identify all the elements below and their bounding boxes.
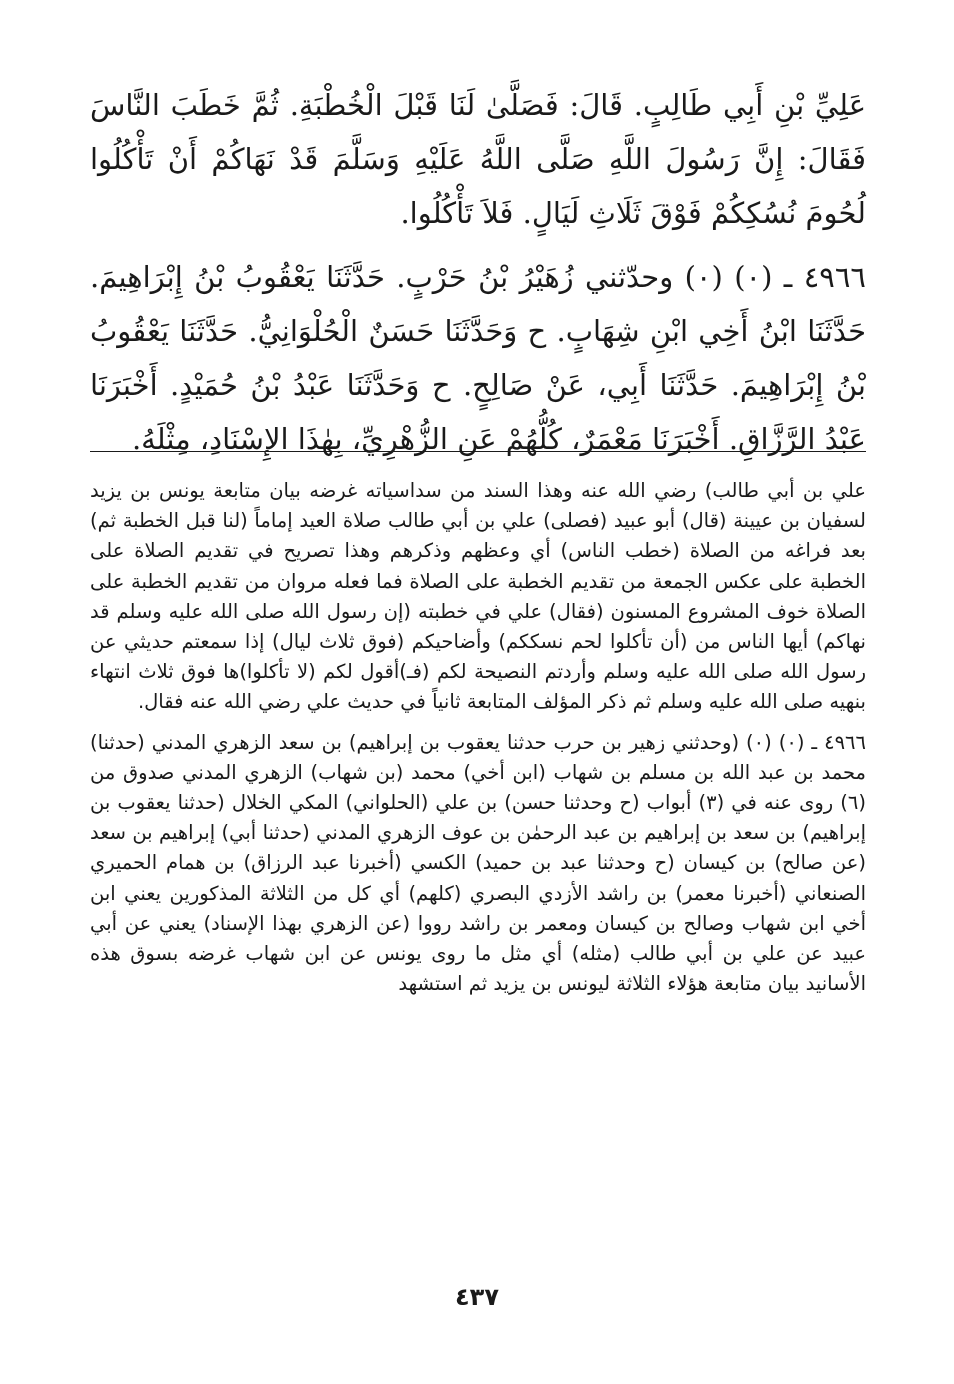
hadith-paragraph-2: ٤٩٦٦ ـ (٠) (٠) وحدّثني زُهَيْرُ بْنُ حَرْبٍ. حَدَّثَنَا يَعْقُوبُ بْنُ إِبْرَاهِيمَ. حَدَّثَنَا ابْنُ أَخِي ابْنِ شِهَابٍ. ح وَحَدَّثَنَا حَسَنٌ الْحُلْوَانِيُّ. حَدَّثَنَا يَعْقُوبُ بْنُ إِبْرَاهِيمَ. حَدَّثَنَا أَبِي، عَنْ صَالِحٍ. ح وَحَدَّثَنَا عَبْدُ بْنُ حُمَيْدٍ. أَخْبَرَنَا عَبْدُ الرَّزَّاقِ. أَخْبَرَنَا مَعْمَرٌ، كُلُّهُمْ عَنِ الزُّهْرِيِّ، بِهٰذَا الإِسْنَادِ، مِثْلَهُ. [90, 260, 866, 456]
page-number: ٤٣٧ [455, 1283, 499, 1311]
hadith-text-block [90, 78, 866, 476]
hadith-paragraph-1: عَلِيِّ بْنِ أَبِي طَالِبٍ. قَالَ: فَصَلَّىٰ لَنَا قَبْلَ الْخُطْبَةِ. ثُمَّ خَطَبَ النَّاسَ فَقَالَ: إِنَّ رَسُولَ اللَّهِ صَلَّى اللَّهُ عَلَيْهِ وَسَلَّمَ قَدْ نَهَاكُمْ أَنْ تَأْكُلُوا لُحُومَ نُسُكِكُمْ فَوْقَ ثَلَاثِ لَيَالٍ. فَلاَ تَأْكُلُوا. [90, 88, 866, 230]
commentary-paragraph-1: علي بن أبي طالب) رضي الله عنه وهذا السند من سداسياته غرضه بيان متابعة يونس بن يزيد لسفيان بن عيينة (قال) أبو عبيد (فصلى) علي بن أبي طالب صلاة العيد إماماً (لنا قبل الخطبة ثم) بعد فراغه من الصلاة (خطب الناس) أي وعظهم وذكرهم وهذا تصريح في تقديم الصلاة على الخطبة على عكس الجمعة من تقديم الخطبة على الصلاة فما فعله مروان من تقديم الخطبة على الصلاة خوف المشروع المسنون (فقال) علي في خطبته (إن رسول الله صلى الله عليه وسلم قد نهاكم) أيها الناس من (أن تأكلوا لحم نسككم) وأضاحيكم (فوق ثلاث ليال) إذا سمعتم حديثي عن رسول الله صلى الله عليه وسلم وأردتم النصيحة لكم (فـ)أقول لكم (لا تأكلوا)ها فوق ثلاث انتهاء بنهيه صلى الله عليه وسلم ثم ذكر المؤلف المتابعة ثانياً في حديث علي رضي الله عنه فقال. [90, 479, 866, 714]
commentary-paragraph-2: ٤٩٦٦ ـ (٠) (٠) (وحدثني زهير بن حرب حدثنا يعقوب بن إبراهيم) بن سعد الزهري المدني (حدثنا) محمد بن عبد الله بن مسلم بن شهاب (ابن أخي) محمد (بن شهاب) الزهري المدني صدوق من (٦) روى عنه في (٣) أبواب (ح وحدثنا حسن) بن علي (الحلواني) المكي الخلال (حدثنا يعقوب بن إبراهيم) بن سعد بن إبراهيم بن عبد الرحمٰن بن عوف الزهري المدني (حدثنا أبي) إبراهيم بن سعد (عن صالح) بن كيسان (ح وحدثنا عبد بن حميد) الكسي (أخبرنا عبد الرزاق) بن همام الحميري الصنعاني (أخبرنا معمر) بن راشد الأزدي البصري (كلهم) أي كل من الثلاثة المذكورين يعني ابن أخي ابن شهاب وصالح بن كيسان ومعمر بن راشد رووا (عن الزهري بهذا الإسناد) يعني عن أبي عبيد عن علي بن أبي طالب (مثله) أي مثل ما روى يونس عن ابن شهاب غرضه بسوق هذه الأسانيد بيان متابعة هؤلاء الثلاثة ليونس بن يزيد ثم استشهد [90, 730, 867, 996]
commentary-block [90, 476, 866, 1009]
footnote-divider [90, 451, 866, 452]
